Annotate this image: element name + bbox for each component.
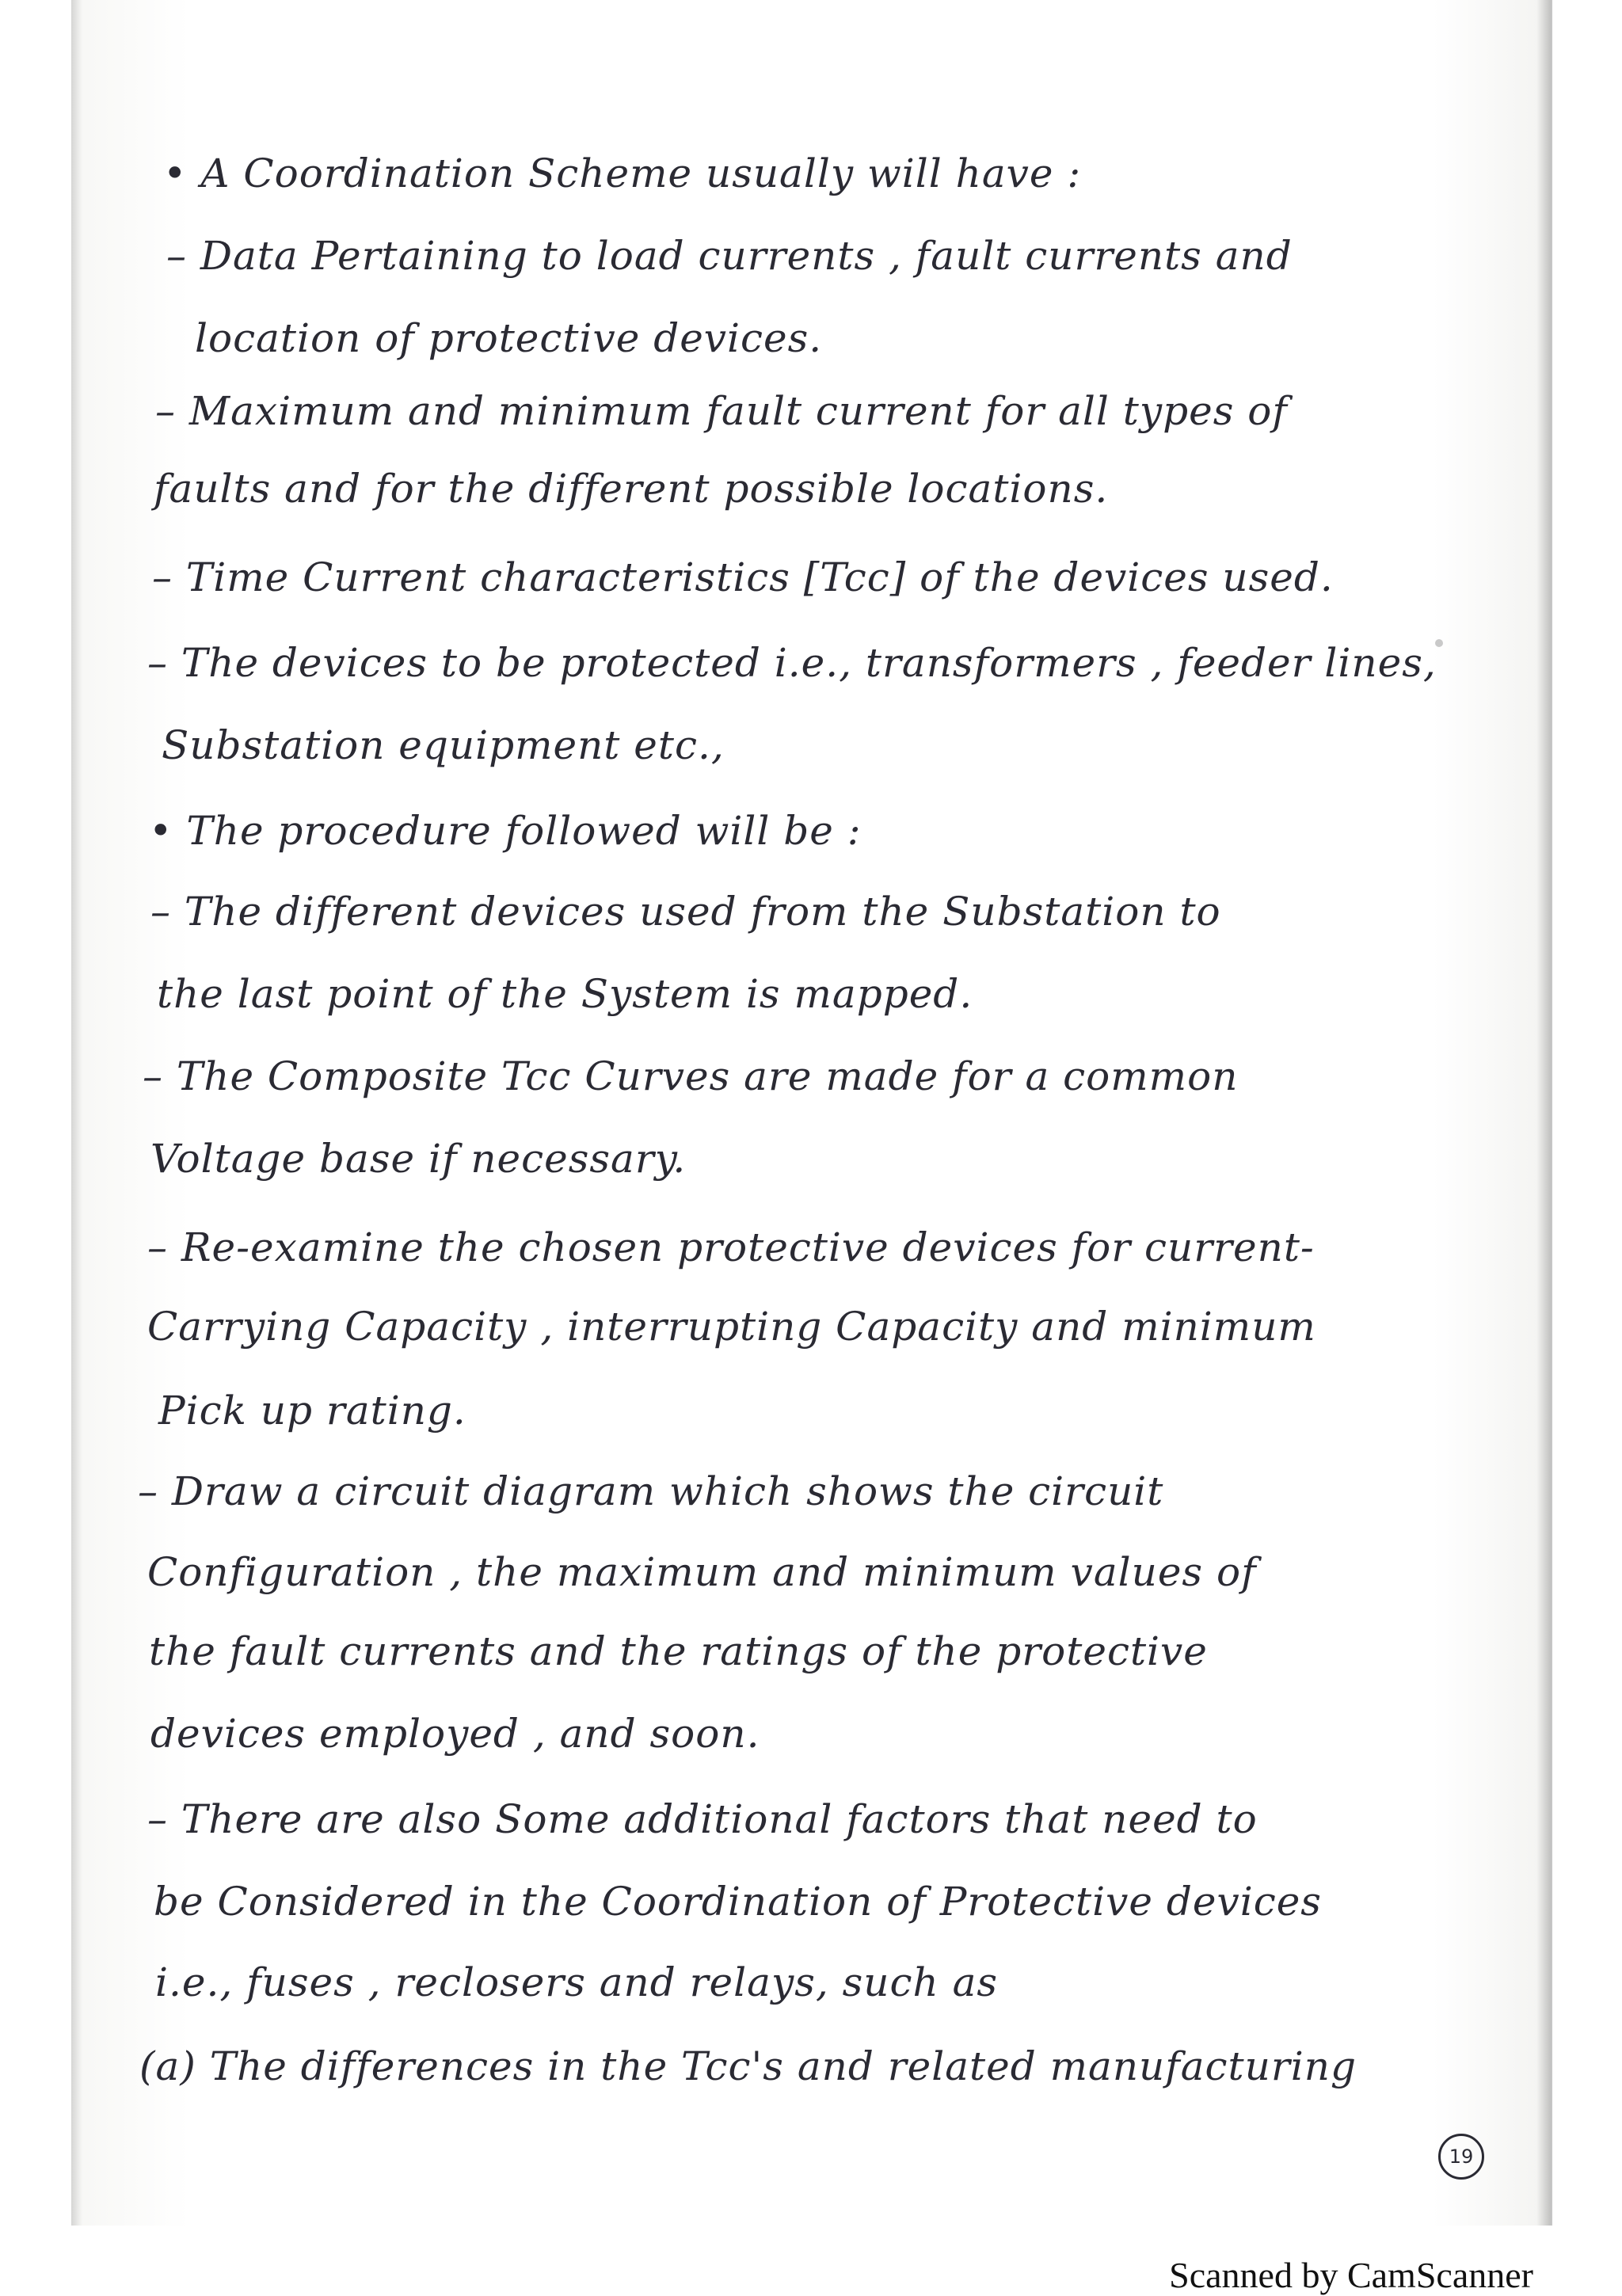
note-line-2: – Data Pertaining to load currents , fault currents and xyxy=(166,233,1293,279)
page-left-shadow xyxy=(71,0,82,2226)
page-right-shadow xyxy=(1536,0,1552,2226)
note-line-7: – The devices to be protected i.e., transformers , feeder lines, xyxy=(147,640,1437,686)
note-line-10: – The different devices used from the Substation to xyxy=(150,889,1221,935)
note-line-6: – Time Current characteristics [Tcc] of the devices used. xyxy=(152,554,1334,600)
note-line-3: location of protective devices. xyxy=(195,315,823,361)
page-number-badge: 19 xyxy=(1438,2134,1484,2180)
note-line-16: Pick up rating. xyxy=(158,1388,466,1434)
note-line-4: – Maximum and minimum fault current for all types of xyxy=(155,388,1288,434)
note-line-1: • A Coordination Scheme usually will have : xyxy=(163,150,1082,196)
note-line-18: Configuration , the maximum and minimum values of xyxy=(147,1549,1257,1595)
note-line-14: – Re-examine the chosen protective devices for current- xyxy=(147,1224,1315,1270)
note-line-23: i.e., fuses , reclosers and relays, such as xyxy=(155,1959,999,2005)
note-line-21: – There are also Some additional factors that need to xyxy=(147,1796,1258,1842)
note-line-19: the fault currents and the ratings of the protective xyxy=(149,1628,1208,1674)
note-line-20: devices employed , and soon. xyxy=(150,1711,760,1757)
note-line-12: – The Composite Tcc Curves are made for a common xyxy=(143,1053,1239,1099)
note-line-9: • The procedure followed will be : xyxy=(149,808,862,854)
note-line-15: Carrying Capacity , interrupting Capacity and minimum xyxy=(147,1304,1316,1350)
note-line-5: faults and for the different possible locations. xyxy=(154,466,1109,512)
note-line-8: Substation equipment etc., xyxy=(162,722,725,768)
note-line-22: be Considered in the Coordination of Protective devices xyxy=(154,1879,1322,1925)
note-line-17: – Draw a circuit diagram which shows the circuit xyxy=(138,1468,1164,1514)
camscanner-watermark: Scanned by CamScanner xyxy=(1169,2255,1533,2295)
note-line-13: Voltage base if necessary. xyxy=(150,1136,687,1182)
note-line-11: the last point of the System is mapped. xyxy=(157,971,973,1017)
note-line-24: (a) The differences in the Tcc's and related manufacturing xyxy=(139,2043,1357,2089)
